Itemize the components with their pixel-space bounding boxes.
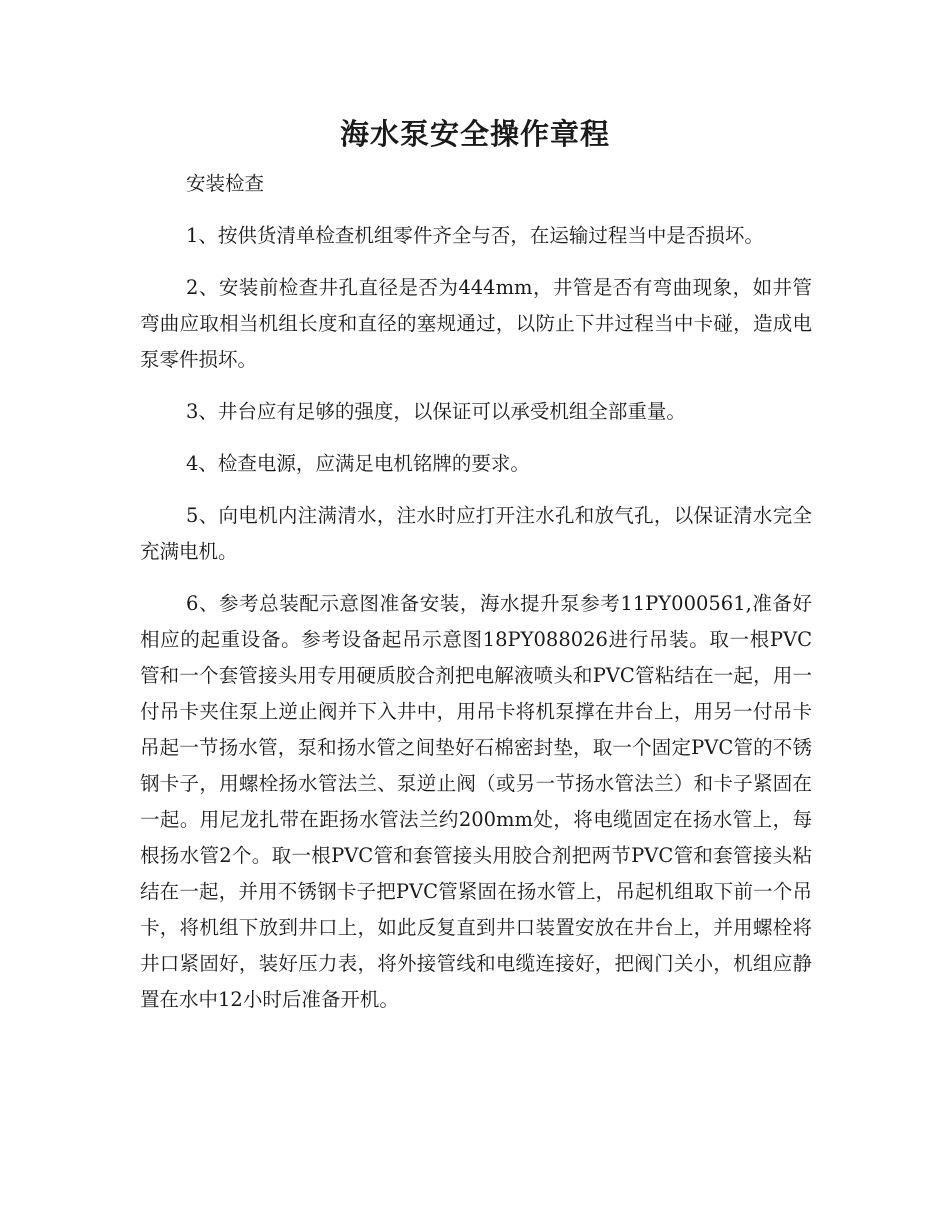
page-title: 海水泵安全操作章程 [339,117,610,151]
paragraph-2: 2、安装前检查井孔直径是否为444mm，井管是否有弯曲现象，如井管弯曲应取相当机组长度和直径的塞规通过，以防止下井过程当中卡碰，造成电泵零件损坏。 [140,276,812,371]
paragraph-3: 3、井台应有足够的强度，以保证可以承受机组全部重量。 [186,400,686,423]
paragraph-5: 5、向电机内注满清水，注水时应打开注水孔和放气孔，以保证清水完全充满电机。 [140,504,812,563]
section-heading: 安装检查 [186,172,265,195]
paragraph-4: 4、检查电源，应满足电机铭牌的要求。 [186,452,530,475]
paragraph-6: 6、参考总装配示意图准备安装，海水提升泵参考11PY000561,准备好相应的起重设备。参考设备起吊示意图18PY088026进行吊装。取一根PVC管和一个套管接头用专用硬质胶合剂把电解液喷头和PVC管粘结在一起，用一付吊卡夹住泵上逆止阀并下入井中，用吊卡将机泵撑在井台上，用另一付吊卡吊起一节扬水管，泵和扬水管之间垫好石棉密封垫，取一个固定PVC管的不锈钢卡子，用螺栓扬水管法兰、泵逆止阀（或另一节扬水管法兰）和卡子紧固在一起。用尼龙扎带在距扬水管法兰约200mm处，将电缆固定在扬水管上，每根扬水管2个。取一根PVC管和套管接头用胶合剂把两节PVC管和套管接头粘结在一起，并用不锈钢卡子把PVC管紧固在扬水管上，吊起机组取下前一个吊卡，将机组下放到井口上，如此反复直到井口装置安放在井台上，并用螺栓将井口紧固好，装好压力表，将外接管线和电缆连接好，把阀门关小，机组应静置在水中12小时后准备开机。 [140,592,812,1011]
paragraph-1: 1、按供货清单检查机组零件齐全与否，在运输过程当中是否损坏。 [186,224,764,247]
document-body [140,166,812,1034]
